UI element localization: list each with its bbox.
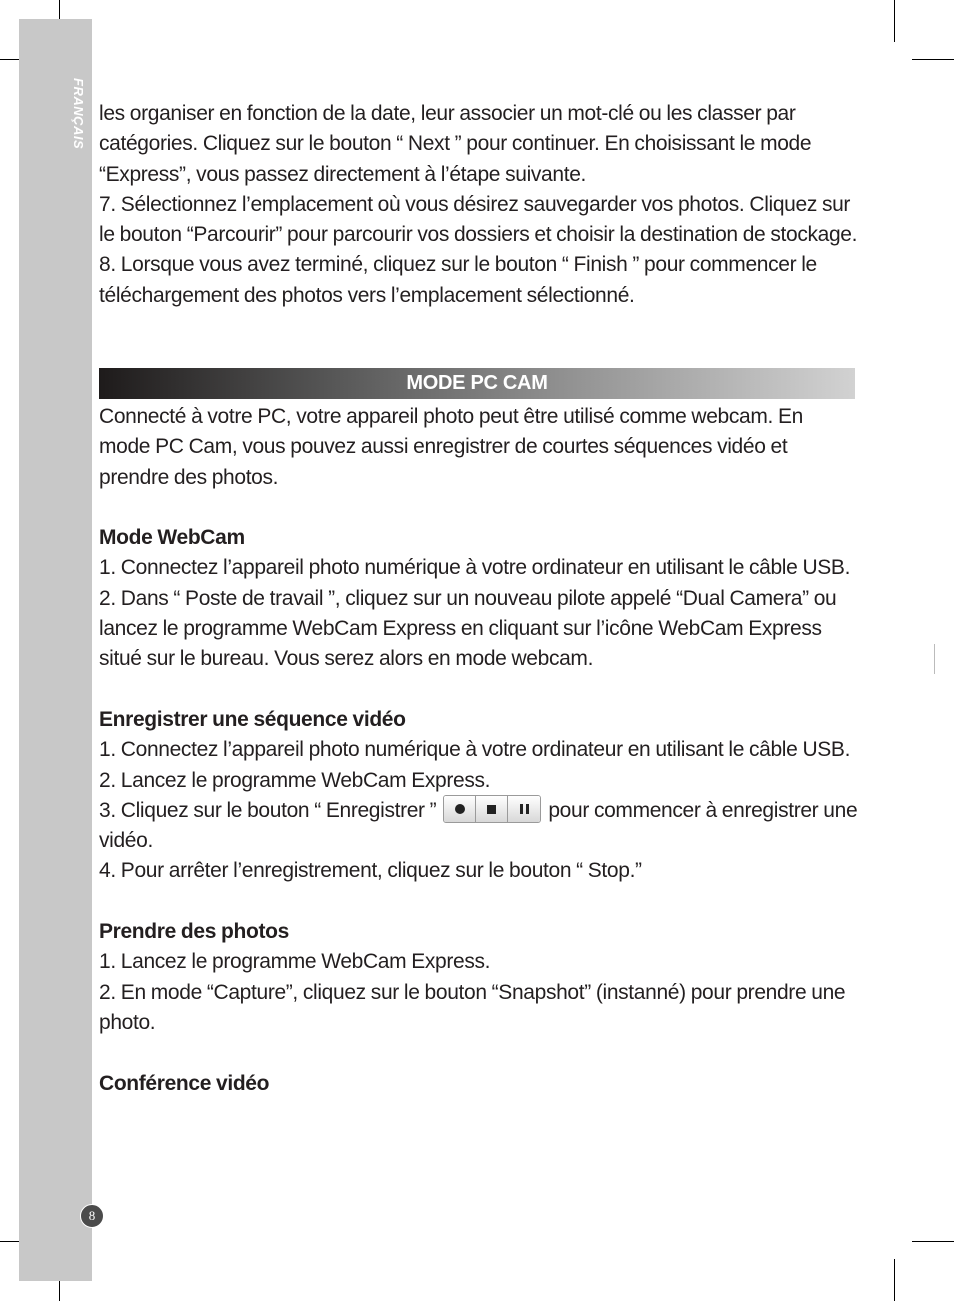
step-text: 3. Cliquez sur le bouton “ Enregistrer ” (99, 798, 437, 822)
recording-controls (443, 795, 541, 823)
paragraph: les organiser en fonction de la date, leur associer un mot-clé ou les classer par catégories. Cliquez sur le bouton “ Next ” pour continuer. En choisissant le mode “Express”, vous passez directement à l’étape suivante. (99, 102, 812, 186)
step-text: pour commencer à enregistrer une vidéo. (99, 798, 858, 853)
side-band (19, 19, 92, 1281)
stop-button (476, 796, 508, 822)
list-item: 2. Dans “ Poste de travail ”, cliquez sur un nouveau pilote appelé “Dual Camera” ou lancez le programme WebCam Express en cliquant sur l’icône WebCam Express situé sur le bureau. Vous serez alors en mode webcam. (99, 586, 837, 671)
page-content (99, 99, 859, 1099)
record-heading: Enregistrer une séquence vidéo (99, 707, 406, 731)
webcam-heading: Mode WebCam (99, 526, 245, 550)
pause-icon (520, 804, 529, 814)
page-number: 8 (80, 1204, 104, 1228)
list-item: 1. Connectez l’appareil photo numérique à votre ordinateur en utilisant le câble USB. (99, 738, 851, 762)
crop-mark (912, 1241, 954, 1242)
crop-mark (912, 59, 954, 60)
photos-heading: Prendre des photos (99, 920, 289, 944)
paragraph: 7. Sélectionnez l’emplacement où vous désirez sauvegarder vos photos. Cliquez sur le bouton “Parcourir” pour parcourir vos dossiers et choisir la destination de stockage. (99, 192, 858, 247)
stop-icon (487, 805, 496, 814)
list-item: 2. Lancez le programme WebCam Express. (99, 768, 491, 792)
conference-heading: Conférence vidéo (99, 1071, 270, 1095)
list-item: 2. En mode “Capture”, cliquez sur le bouton “Snapshot” (instanné) pour prendre une photo. (99, 980, 846, 1034)
list-item: 4. Pour arrêter l’enregistrement, cliquez sur le bouton “ Stop.” (99, 859, 642, 883)
record-icon (455, 804, 465, 814)
paragraph: Connecté à votre PC, votre appareil photo peut être utilisé comme webcam. En mode PC Cam, vous pouvez aussi enregistrer de courtes séquences vidéo et prendre des photos. (99, 404, 803, 489)
paragraph: 8. Lorsque vous avez terminé, cliquez sur le bouton “ Finish ” pour commencer le téléchargement des photos vers l’emplacement sélectionné. (99, 253, 817, 307)
section-title: MODE PC CAM (406, 372, 548, 394)
pause-button (508, 796, 540, 822)
crop-mark (894, 1259, 895, 1301)
crop-mark (934, 644, 935, 674)
list-item (99, 796, 859, 857)
record-button (444, 796, 476, 822)
list-item: 1. Lancez le programme WebCam Express. (99, 950, 491, 974)
language-label: FRANÇAIS (71, 78, 86, 150)
crop-mark (894, 0, 895, 42)
list-item: 1. Connectez l’appareil photo numérique à votre ordinateur en utilisant le câble USB. (99, 556, 851, 580)
